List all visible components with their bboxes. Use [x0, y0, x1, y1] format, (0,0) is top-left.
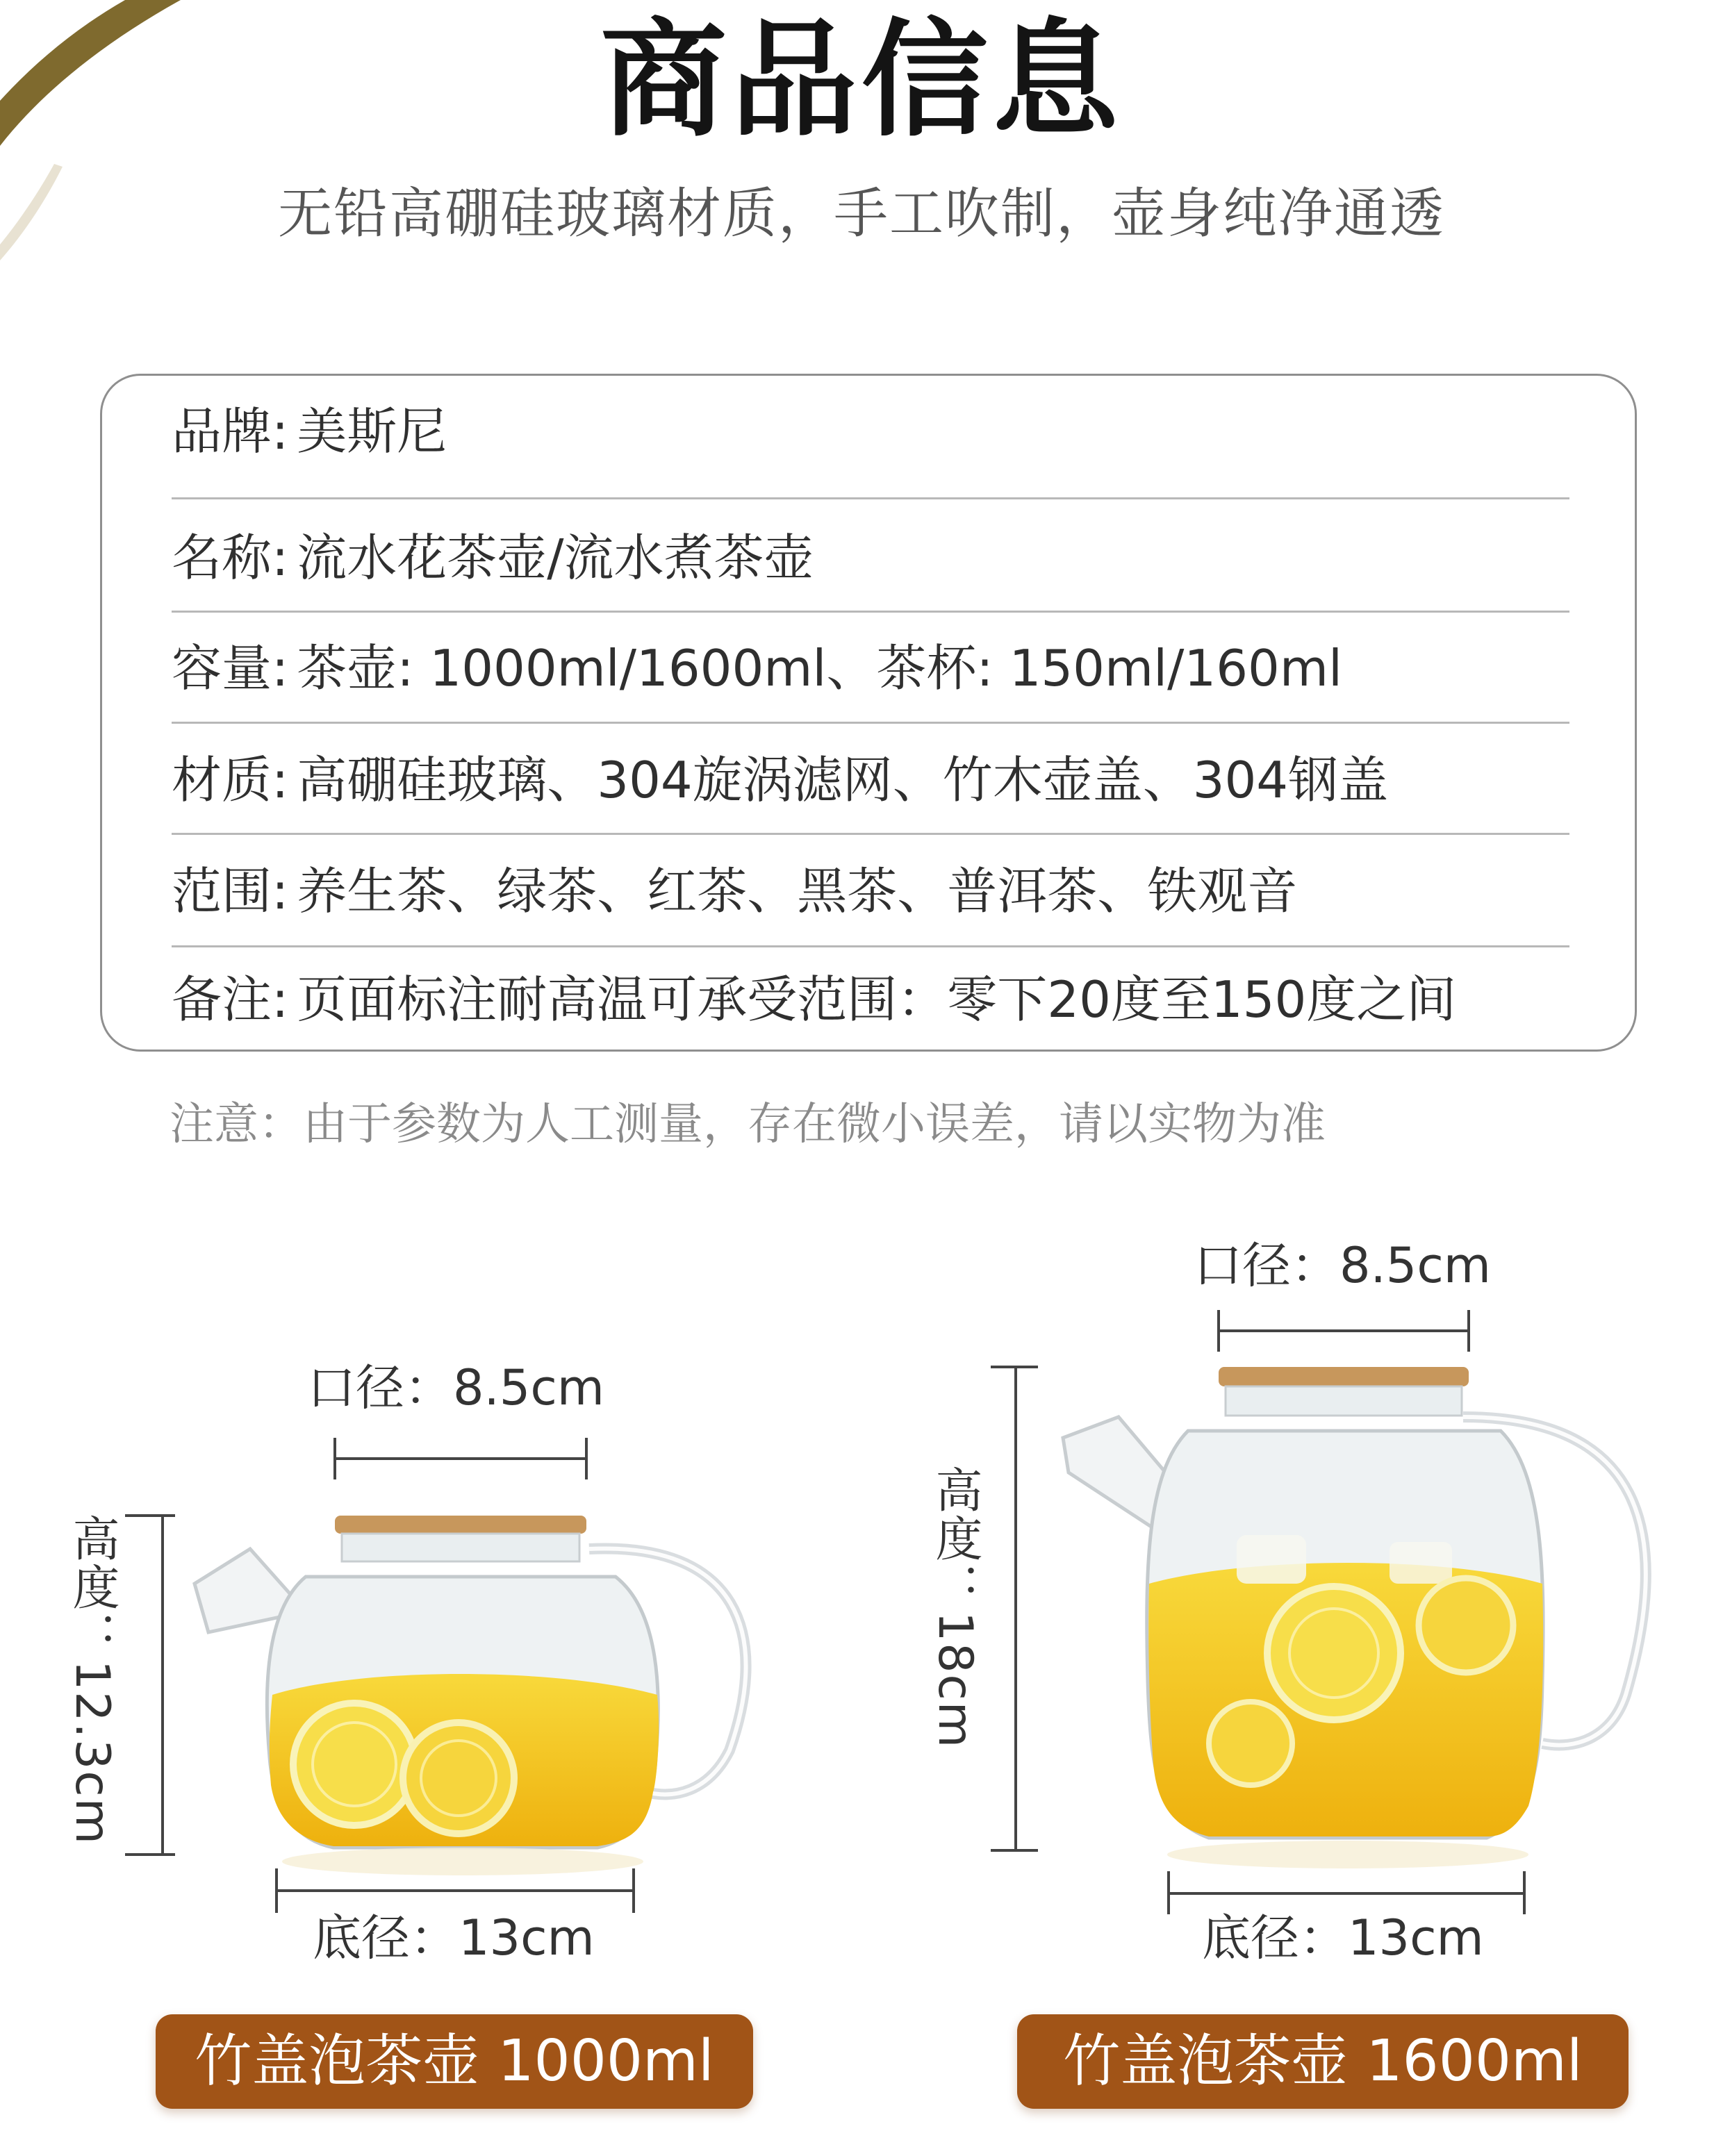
mouth-diameter-label: 口径：8.5cm	[1194, 1237, 1491, 1294]
spec-key: 容量:	[172, 639, 289, 697]
mouth-diameter-label: 口径：8.5cm	[307, 1359, 604, 1416]
base-diameter-label: 底径：13cm	[1202, 1909, 1484, 1966]
page-title: 商品信息	[600, 6, 1123, 154]
height-label: 高度：18cm	[928, 1466, 982, 1750]
spec-row-capacity	[172, 613, 1569, 724]
spec-divider	[172, 497, 1569, 499]
product-badge-1000ml: 竹盖泡茶壶 1000ml	[156, 2014, 753, 2109]
spec-value: 流水花茶壶/流水煮茶壶	[297, 529, 814, 587]
product-card-1000ml	[0, 1306, 861, 2125]
spec-key: 范围:	[172, 862, 289, 920]
spec-value: 养生茶、绿茶、红茶、黑茶、普洱茶、铁观音	[297, 862, 1298, 920]
product-card-1600ml	[861, 1209, 1723, 2125]
spec-row-range	[172, 836, 1569, 947]
spec-key: 备注:	[172, 970, 289, 1029]
spec-row-material	[172, 724, 1569, 836]
glass-teapot-lemon-tea-icon	[861, 1209, 1723, 1910]
spec-divider	[172, 833, 1569, 835]
spec-value: 高硼硅玻璃、304旋涡滤网、竹木壶盖、304钢盖	[297, 751, 1389, 809]
spec-value: 页面标注耐高温可承受范围：零下20度至150度之间	[297, 970, 1457, 1029]
spec-key: 材质:	[172, 751, 289, 809]
page-subtitle: 无铅高硼硅玻璃材质，手工吹制，壶身纯净通透	[277, 183, 1445, 245]
spec-value: 美斯尼	[297, 402, 447, 461]
spec-key: 名称:	[172, 529, 289, 587]
spec-table	[100, 374, 1637, 1052]
glass-teapot-lemon-tea-icon	[0, 1306, 861, 1917]
spec-value: 茶壶: 1000ml/1600ml、茶杯: 150ml/160ml	[297, 639, 1342, 697]
spec-row-name	[172, 502, 1569, 613]
measurement-note: 注意：由于参数为人工测量，存在微小误差，请以实物为准	[170, 1099, 1326, 1150]
product-badge-1600ml: 竹盖泡茶壶 1600ml	[1017, 2014, 1629, 2109]
spec-row-remark	[172, 944, 1569, 1055]
spec-key: 品牌:	[172, 402, 289, 461]
base-diameter-label: 底径：13cm	[313, 1909, 595, 1966]
height-label: 高度：12.3cm	[65, 1514, 119, 1846]
spec-divider	[172, 722, 1569, 724]
spec-row-brand	[172, 376, 1569, 487]
